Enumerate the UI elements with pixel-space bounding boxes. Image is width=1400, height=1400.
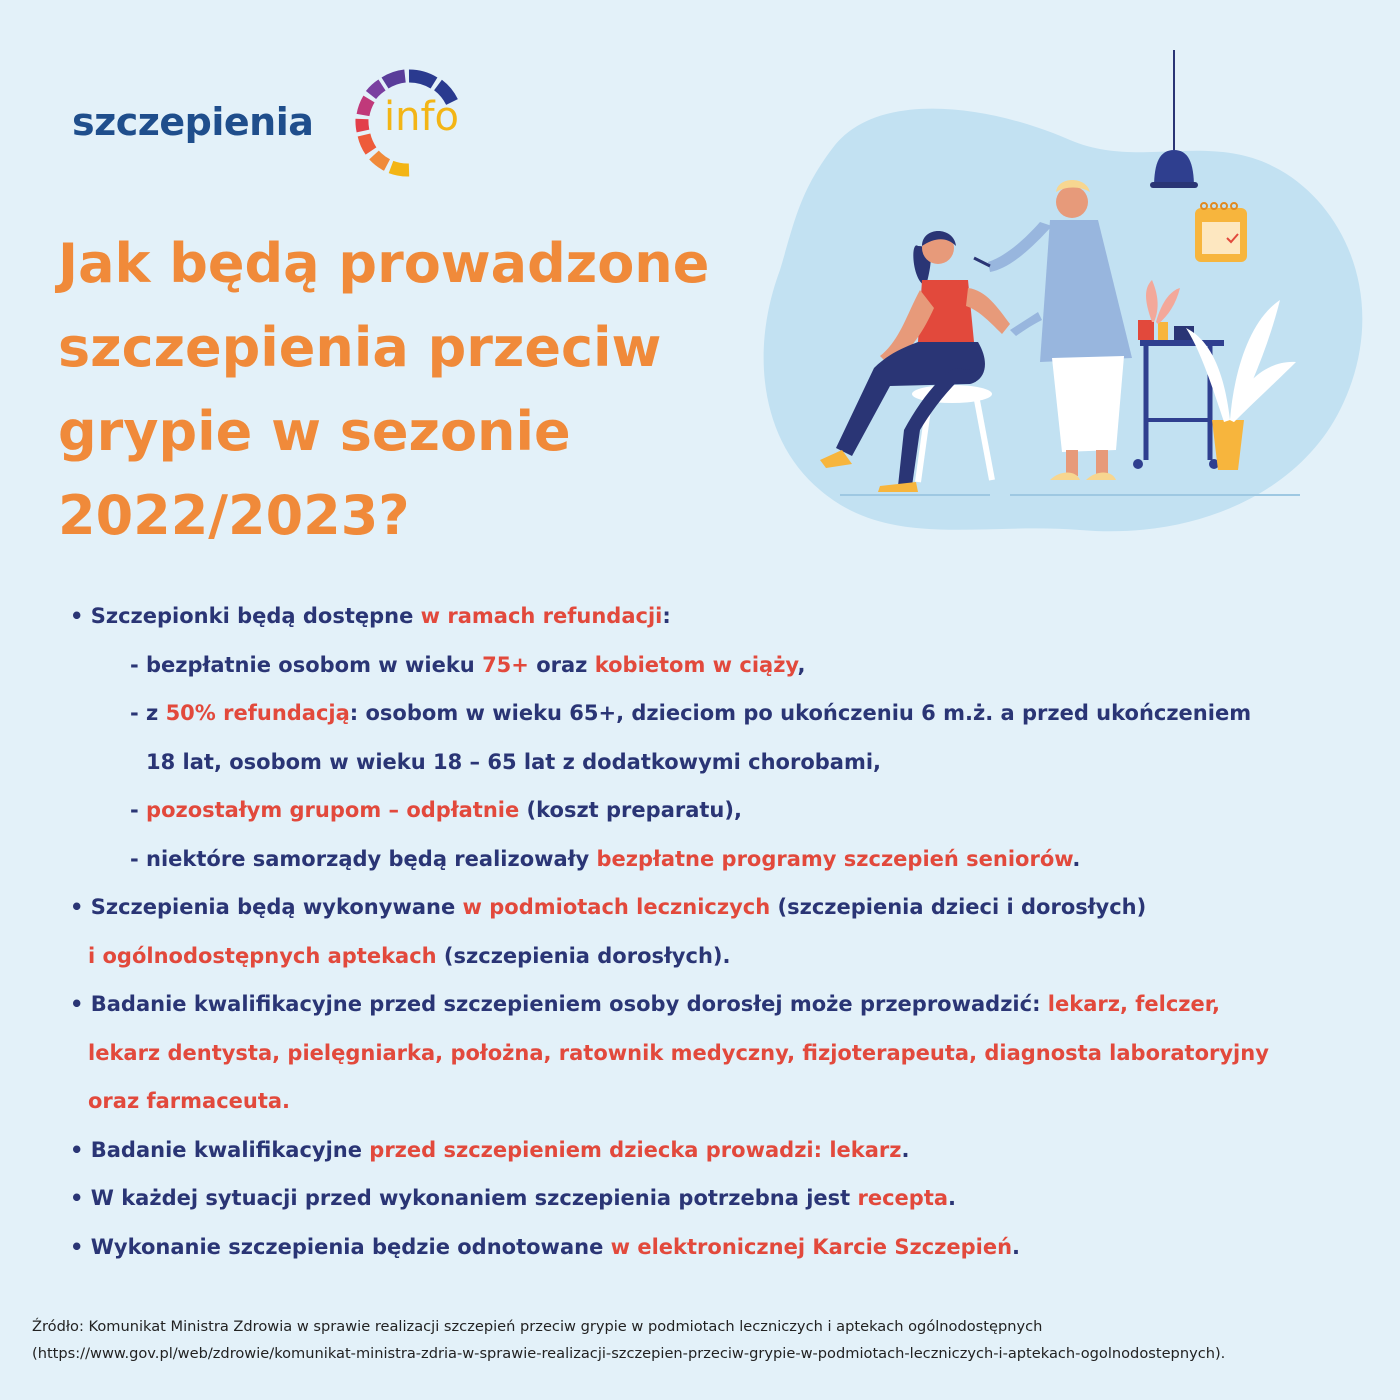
list-subitem-continued: 18 lat, osobom w wieku 18 – 65 lat z dodatkowymi chorobami, xyxy=(146,749,882,774)
calendar-icon xyxy=(1195,203,1247,262)
vaccination-illustration xyxy=(740,50,1380,550)
list-subitem: - bezpłatnie osobom w wieku 75+ oraz kobietom w ciąży, xyxy=(130,652,806,677)
list-subitem: - z 50% refundacją: osobom w wieku 65+, dzieciom po ukończeniu 6 m.ż. a przed ukończeniem xyxy=(130,701,1252,725)
list-subitem: - niektóre samorządy będą realizowały bezpłatne programy szczepień seniorów. xyxy=(130,846,1081,871)
list-item: • W każdej sytuacji przed wykonaniem szczepienia potrzebna jest recepta. xyxy=(70,1186,957,1210)
list-item-continued: i ogólnodostępnych aptekach (szczepienia dorosłych). xyxy=(88,943,731,968)
source-line: Źródło: Komunikat Ministra Zdrowia w sprawie realizacji szczepień przeciw grypie w podmiotach leczniczych i aptekach ogólnodostępnych xyxy=(32,1318,1043,1335)
list-item-continued: lekarz dentysta, pielęgniarka, położna, ratownik medyczny, fizjoterapeuta, diagnosta laboratoryjny xyxy=(88,1040,1269,1065)
info-list xyxy=(70,592,1370,1271)
list-item: • Wykonanie szczepienia będzie odnotowane w elektronicznej Karcie Szczepień. xyxy=(70,1234,1021,1259)
logo-info-text: info xyxy=(384,94,460,140)
list-item: • Szczepionki będą dostępne w ramach refundacji: xyxy=(70,604,671,628)
page-title: Jak będą prowadzone szczepienia przeciw grypie w sezonie 2022/2023? xyxy=(58,232,710,547)
list-item: • Badanie kwalifikacyjne przed szczepieniem dziecka prowadzi: lekarz. xyxy=(70,1137,910,1162)
source-url: (https://www.gov.pl/web/zdrowie/komunikat-ministra-zdria-w-sprawie-realizacji-szczepien-przeciw-grypie-w-podmiotach-leczniczych-i-aptekach-ogolnodostepnych). xyxy=(32,1345,1226,1362)
lamp-icon xyxy=(1150,50,1198,188)
list-subitem: - pozostałym grupom – odpłatnie (koszt preparatu), xyxy=(130,798,742,822)
list-item-continued: oraz farmaceuta. xyxy=(88,1089,291,1113)
source-note xyxy=(32,1313,1372,1367)
list-item: • Badanie kwalifikacyjne przed szczepieniem osoby dorosłej może przeprowadzić: lekarz, felczer, xyxy=(70,992,1220,1016)
list-item: • Szczepienia będą wykonywane w podmiotach leczniczych (szczepienia dzieci i dorosłych) xyxy=(70,895,1147,919)
logo-wordmark: szczepienia xyxy=(72,100,314,144)
logo xyxy=(72,68,492,178)
